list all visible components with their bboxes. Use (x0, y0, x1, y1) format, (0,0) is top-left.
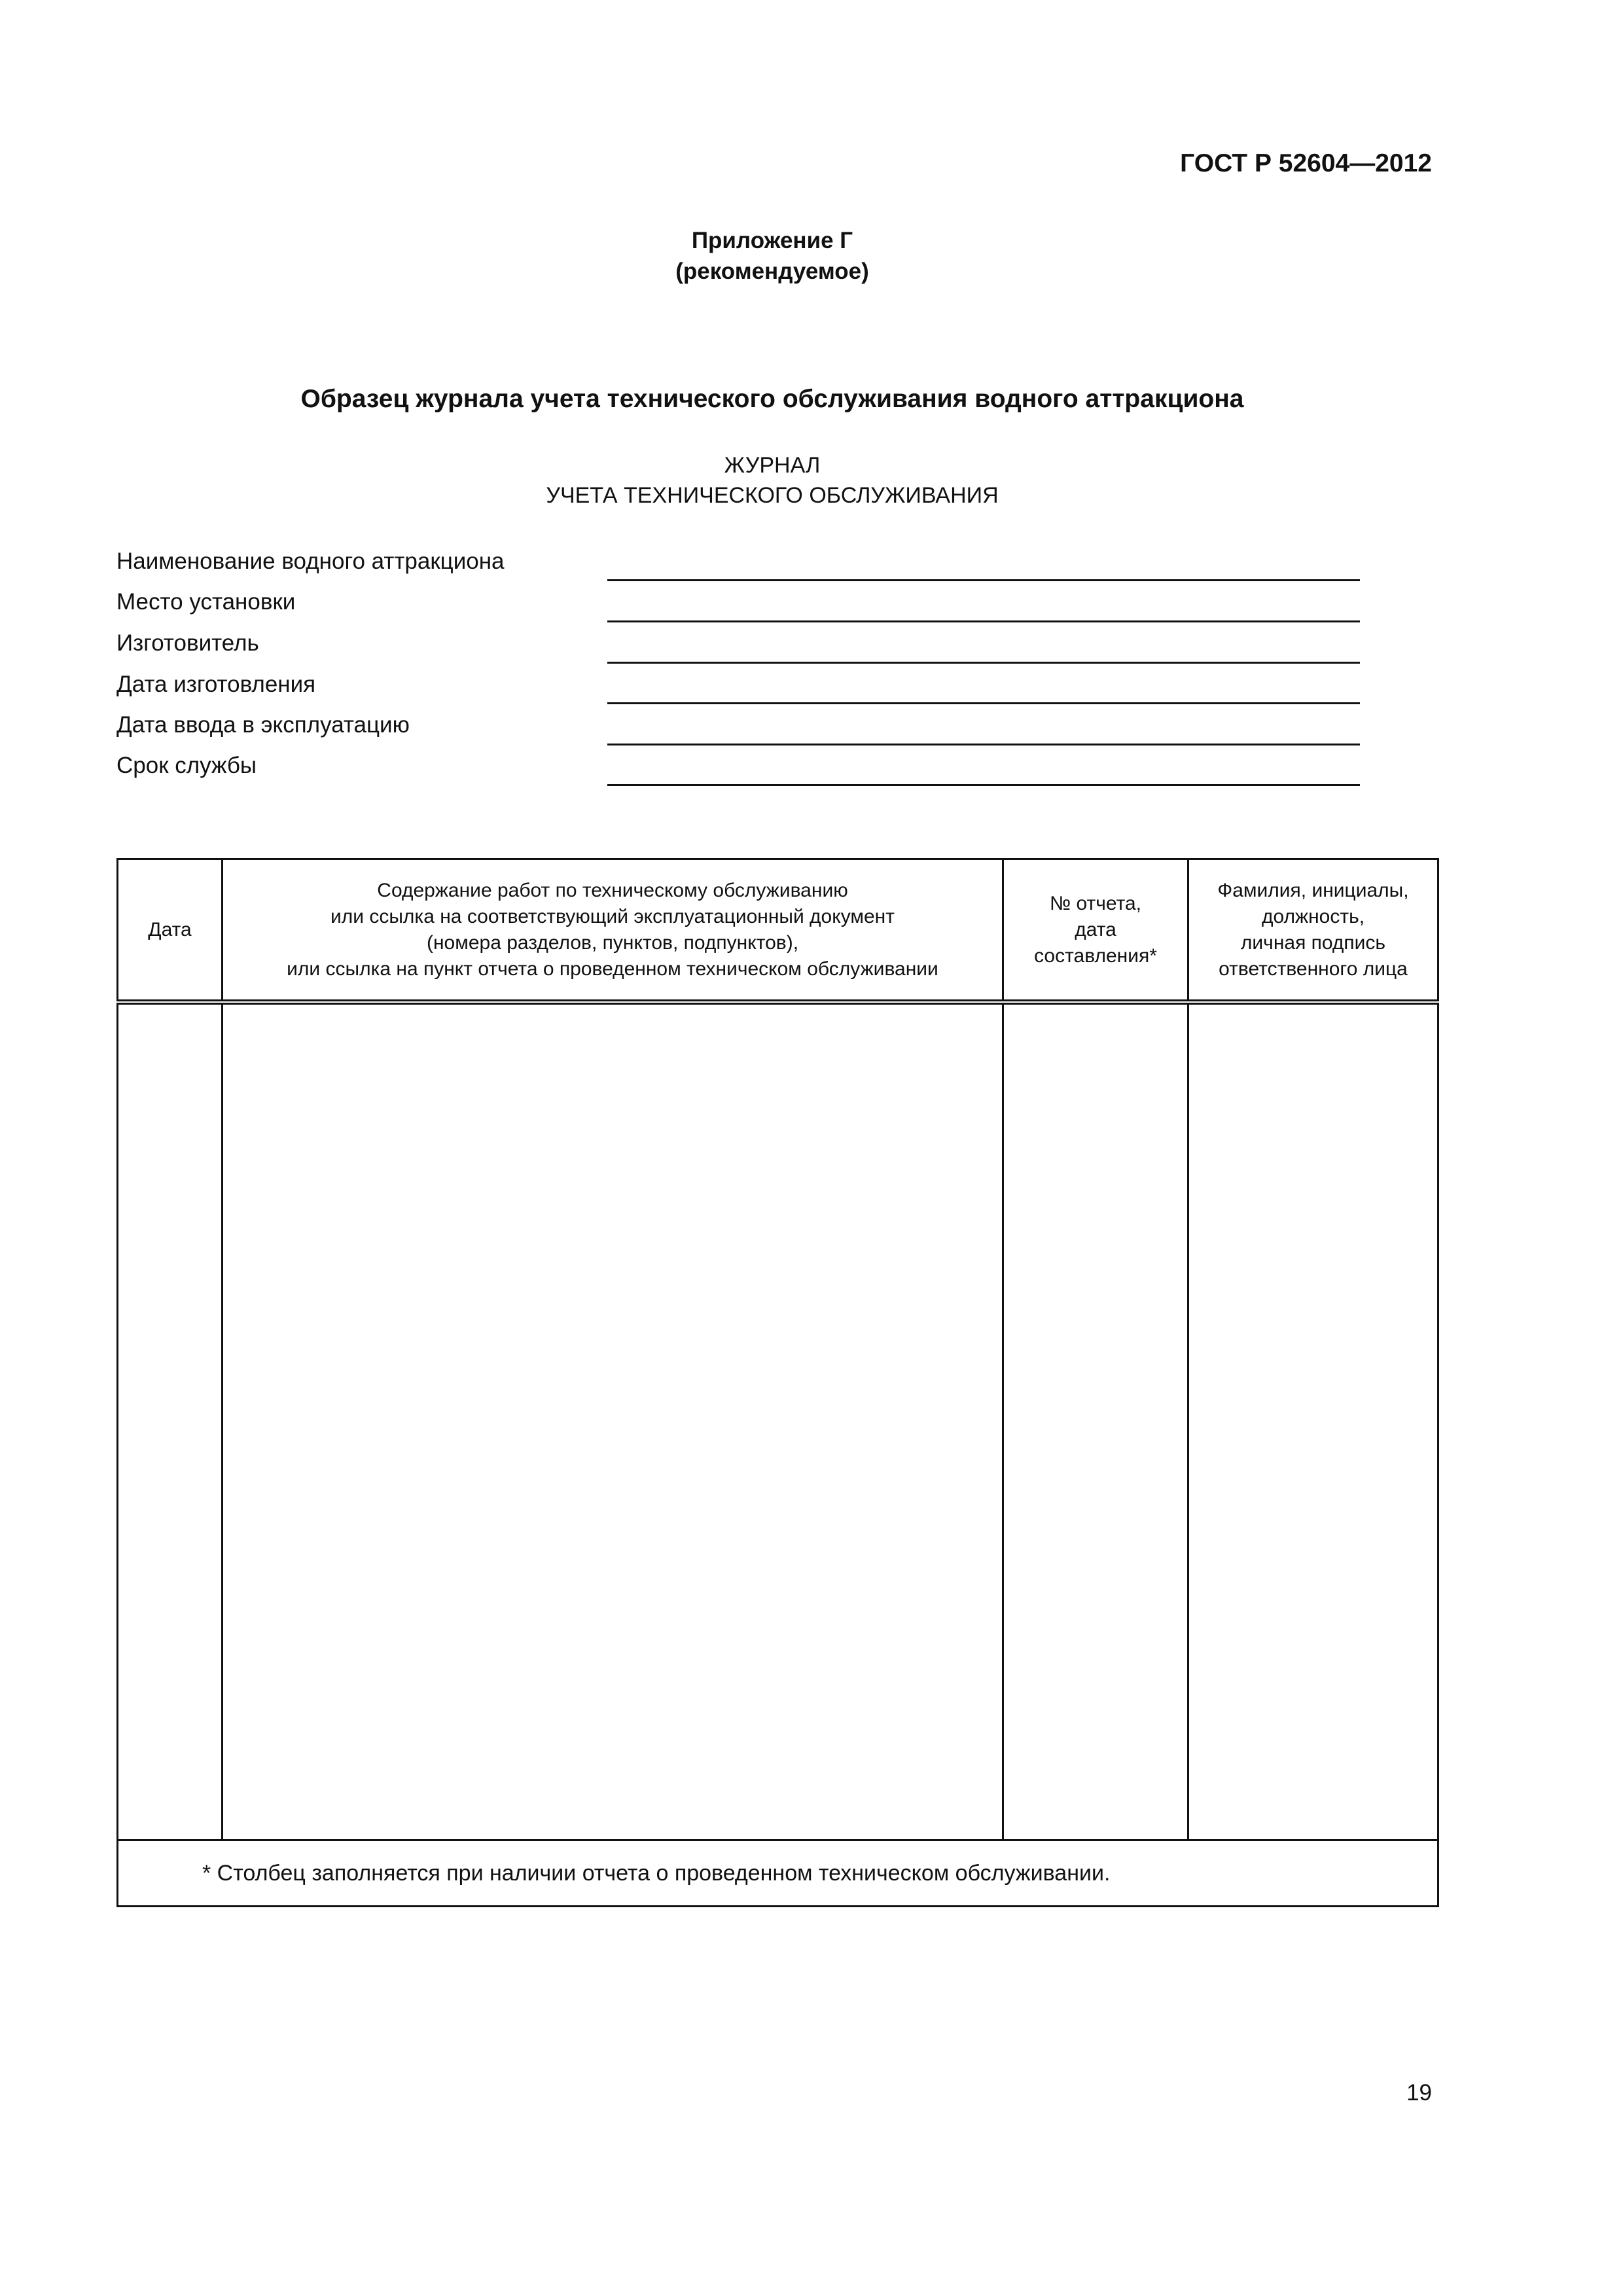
table-footnote: * Столбец заполняется при наличии отчета о проведенном техническом обслуживании. (118, 1840, 1438, 1907)
cell-date[interactable] (118, 1002, 223, 1840)
cell-report-number[interactable] (1003, 1002, 1188, 1840)
field-label-service-life: Срок службы (116, 753, 257, 778)
table-row (118, 1002, 1438, 1840)
page-number: 19 (1406, 2080, 1432, 2106)
journal-title: ЖУРНАЛ (724, 453, 821, 478)
journal-subtitle: УЧЕТА ТЕХНИЧЕСКОГО ОБСЛУЖИВАНИЯ (546, 483, 999, 508)
standard-designation: ГОСТ Р 52604—2012 (1180, 149, 1432, 177)
field-line-commissioning-date[interactable] (607, 744, 1360, 745)
field-line-attraction-name[interactable] (607, 579, 1360, 581)
document-title: Образец журнала учета технического обслуживания водного аттракциона (300, 385, 1244, 413)
annex-title: Приложение Г (691, 228, 853, 253)
column-header-responsible-person: Фамилия, инициалы, должность, личная подпись ответственного лица (1188, 859, 1438, 1003)
column-header-report-number: № отчета, дата составления* (1003, 859, 1188, 1003)
table-footnote-row (118, 1840, 1438, 1907)
table-header-row (118, 859, 1438, 1003)
field-label-manufacturer: Изготовитель (116, 630, 259, 656)
field-label-commissioning-date: Дата ввода в эксплуатацию (116, 712, 410, 738)
column-header-date: Дата (118, 859, 223, 1003)
cell-work-content[interactable] (223, 1002, 1003, 1840)
field-line-service-life[interactable] (607, 784, 1360, 786)
field-label-attraction-name: Наименование водного аттракциона (116, 548, 505, 574)
field-label-manufacture-date: Дата изготовления (116, 672, 316, 697)
field-line-location[interactable] (607, 620, 1360, 622)
field-line-manufacture-date[interactable] (607, 702, 1360, 704)
column-header-work-content: Содержание работ по техническому обслуживанию или ссылка на соответствующий эксплуатационный документ (номера разделов, пунктов, подпунктов), или ссылка на пункт отчета о проведенном техническом обслуживании (223, 859, 1003, 1003)
maintenance-log-table (116, 858, 1439, 1907)
field-label-location: Место установки (116, 589, 296, 615)
field-line-manufacturer[interactable] (607, 662, 1360, 664)
cell-responsible-person[interactable] (1188, 1002, 1438, 1840)
annex-status: (рекомендуемое) (675, 259, 869, 284)
